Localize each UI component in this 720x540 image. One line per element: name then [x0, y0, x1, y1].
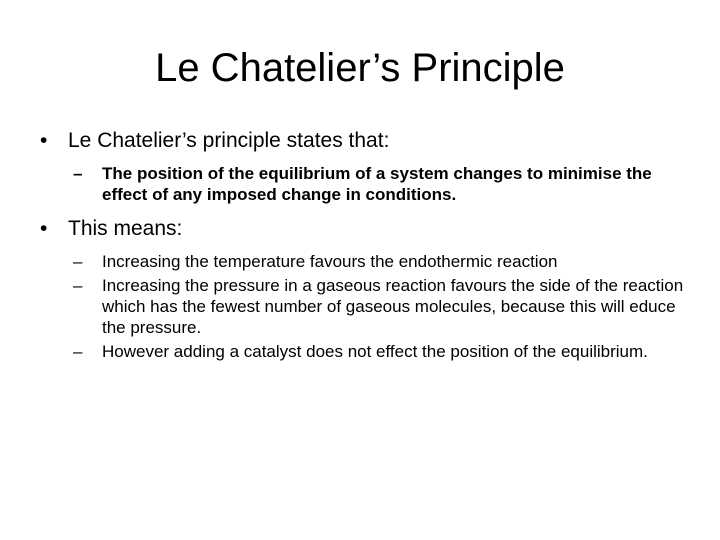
slide-title: Le Chatelier’s Principle: [155, 46, 565, 90]
sub-bullet-item: [40, 341, 690, 362]
dash-symbol: –: [73, 164, 83, 183]
dash-symbol: –: [73, 342, 83, 361]
sub-bullet-text: However adding a catalyst does not effect the position of the equilibrium.: [102, 342, 648, 361]
sub-bullet-item: [40, 251, 690, 272]
sub-bullet-text: Increasing the temperature favours the endothermic reaction: [102, 252, 558, 271]
sub-bullet-item: [40, 275, 690, 338]
bullet-item: [40, 127, 690, 154]
slide-body: [40, 127, 690, 362]
bullet-text: Le Chatelier’s principle states that:: [68, 129, 390, 152]
sub-bullet-text: Increasing the pressure in a gaseous reaction favours the side of the reaction which has the fewest number of gaseous molecules, because this will educe the pressure.: [102, 276, 684, 337]
bullet-item: [40, 215, 690, 242]
dash-symbol: –: [73, 252, 83, 271]
bullet-symbol: •: [40, 217, 48, 240]
bullet-text: This means:: [68, 217, 183, 240]
dash-symbol: –: [73, 276, 83, 295]
bullet-symbol: •: [40, 129, 48, 152]
sub-bullet-text: The position of the equilibrium of a system changes to minimise the effect of any imposed change in conditions.: [102, 164, 652, 204]
sub-bullet-item: [40, 163, 690, 205]
